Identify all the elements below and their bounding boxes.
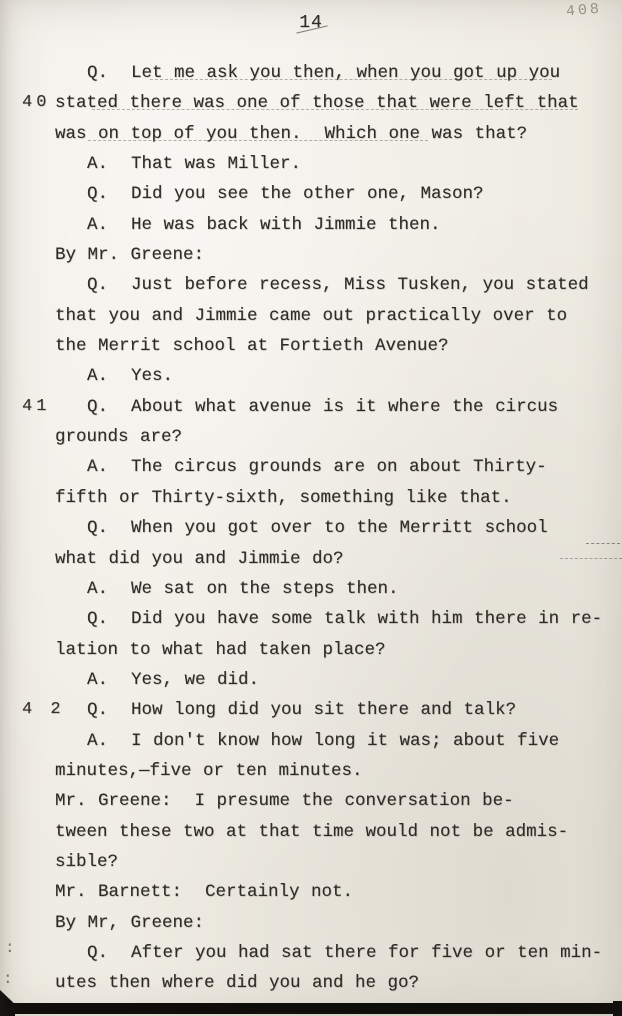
transcript-line: stated there was one of those that were left that: [55, 93, 579, 114]
transcript-line: Q. Let me ask you then, when you got up you: [87, 63, 561, 83]
transcript-line: minutes,—five or ten minutes.: [55, 760, 363, 781]
transcript-line: A. That was Miller.: [87, 154, 302, 175]
transcript-line: A. He was back with Jimmie then.: [87, 214, 441, 235]
transcript-line: Mr. Greene: I presume the conversation be-: [55, 791, 514, 812]
transcript-line: tween these two at that time would not be admis-: [55, 821, 569, 842]
transcript-line: Q. When you got over to the Merritt school: [87, 518, 548, 539]
transcript-line: A. I don't know how long it was; about five: [87, 730, 560, 751]
transcript-line: utes then where did you and he go?: [55, 973, 420, 994]
transcript-line: By Mr, Greene:: [55, 912, 205, 933]
transcript-line: what did you and Jimmie do?: [55, 548, 344, 569]
transcript-line: A. We sat on the steps then.: [87, 578, 399, 599]
margin-line-number: 41: [22, 396, 51, 416]
margin-line-number: 4 2: [22, 700, 65, 720]
transcript-line: A. Yes.: [87, 366, 174, 387]
transcript-body: [55, 58, 610, 999]
scan-bottom-edge: [9, 1003, 615, 1014]
scan-corner-shadow-right: [613, 1001, 622, 1016]
transcript-line: that you and Jimmie came out practically over to: [55, 305, 568, 326]
transcript-line: Q. How long did you sit there and talk?: [87, 700, 517, 721]
transcript-line: Q. After you had sat there for five or ten min-: [87, 942, 603, 963]
handwritten-folio-number: 408: [565, 0, 603, 21]
transcript-line: Q. Did you see the other one, Mason?: [87, 184, 484, 205]
page-number: 14: [299, 13, 323, 33]
transcript-line: Q. Just before recess, Miss Tusken, you stated: [87, 275, 589, 296]
transcript-line: A. The circus grounds are on about Thirty-: [87, 457, 547, 478]
transcript-line: Q. About what avenue is it where the circus: [87, 396, 559, 417]
transcript-line: sible?: [55, 851, 119, 872]
transcript-line: Q. Did you have some talk with him there in re-: [87, 609, 603, 630]
margin-line-number: 40: [22, 93, 51, 113]
transcript-line: lation to what had taken place?: [55, 639, 386, 660]
scan-artifact-stray-mark: :: [5, 939, 15, 957]
transcript-line: was on top of you then. Which one was that?: [55, 123, 528, 144]
transcript-line: the Merrit school at Fortieth Avenue?: [55, 336, 449, 357]
scan-artifact-stray-mark: :: [3, 970, 13, 988]
transcript-line: Mr. Barnett: Certainly not.: [55, 882, 354, 903]
transcript-line: A. Yes, we did.: [87, 669, 260, 690]
transcript-line: grounds are?: [55, 427, 183, 448]
transcript-line: fifth or Thirty-sixth, something like that.: [55, 487, 512, 508]
margin-number-column: [0, 0, 65, 1016]
transcript-line: By Mr. Greene:: [55, 245, 205, 266]
